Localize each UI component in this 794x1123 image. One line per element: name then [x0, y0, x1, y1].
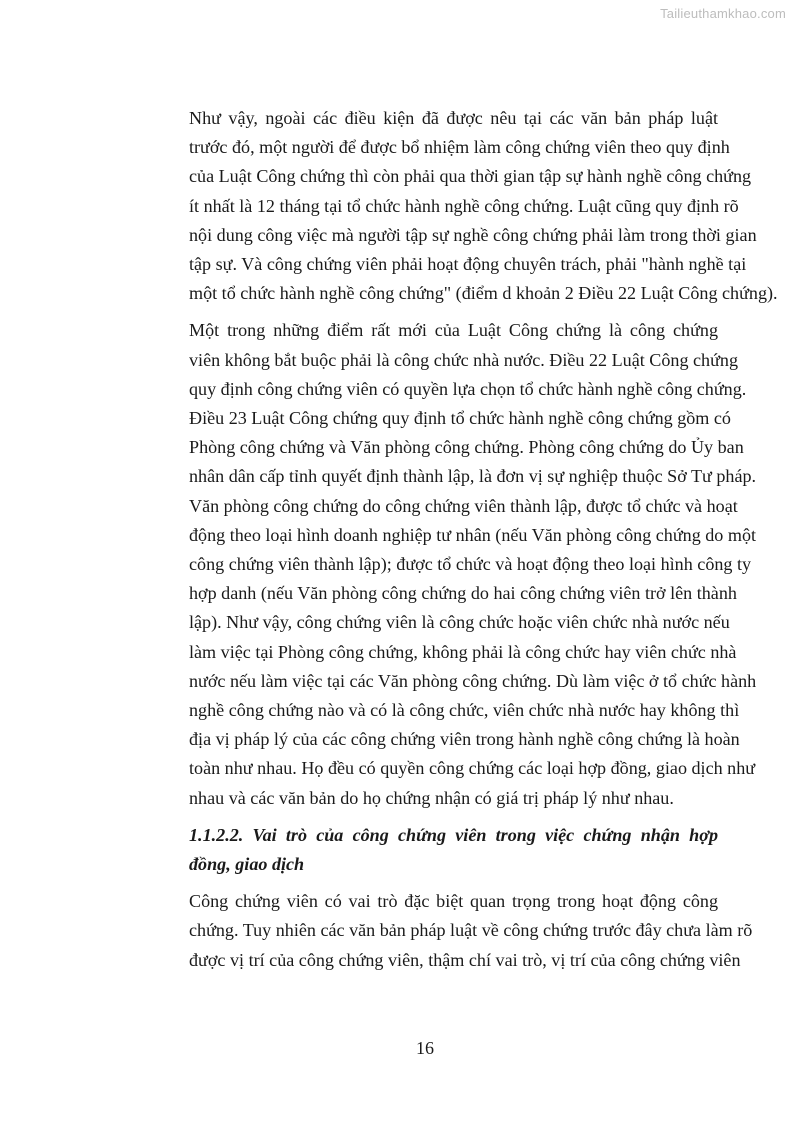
text-line: ít nhất là 12 tháng tại tổ chức hành nghề công chứng. Luật cũng quy định rõ — [189, 195, 739, 216]
text-line: nội dung công việc mà người tập sự nghề công chứng phải làm trong thời gian — [189, 224, 757, 245]
text-line: nhau và các văn bản do họ chứng nhận có giá trị pháp lý như nhau. — [189, 787, 674, 808]
text-line: lập). Như vậy, công chứng viên là công chức hoặc viên chức nhà nước nếu — [189, 612, 730, 633]
paragraph-notary-status — [132, 316, 757, 812]
text-line: của Luật Công chứng thì còn phải qua thời gian tập sự hành nghề công chứng — [189, 166, 752, 187]
paragraph-conditions — [132, 104, 778, 308]
heading-line: đồng, giao dịch — [189, 854, 305, 875]
text-line: Công chứng viên có vai trò đặc biệt quan trọng trong hoạt động công — [189, 891, 718, 912]
text-line: công chứng viên thành lập); được tổ chức và hoạt động theo loại hình công ty — [189, 554, 752, 575]
text-line: Một trong những điểm rất mới của Luật Công chứng là công chứng — [189, 320, 718, 341]
text-line: viên không bắt buộc phải là công chức nhà nước. Điều 22 Luật Công chứng — [189, 349, 738, 370]
text-line: Phòng công chứng và Văn phòng công chứng. Phòng công chứng do Ủy ban — [189, 437, 744, 458]
section-heading — [132, 821, 718, 879]
page-number: 16 — [416, 1038, 434, 1058]
text-line: trước đó, một người để được bổ nhiệm làm công chứng viên theo quy định — [189, 137, 730, 158]
text-line: hợp danh (nếu Văn phòng công chứng do hai công chứng viên trở lên thành — [189, 583, 737, 604]
text-line: làm việc tại Phòng công chứng, không phải là công chức hay viên chức nhà — [189, 641, 737, 662]
text-line: quy định công chứng viên có quyền lựa chọn tổ chức hành nghề công chứng. — [189, 378, 747, 399]
text-line: một tổ chức hành nghề công chứng" (điểm d khoản 2 Điều 22 Luật Công chứng). — [189, 283, 778, 304]
text-line: nước nếu làm việc tại các Văn phòng công chứng. Dù làm việc ở tổ chức hành — [189, 670, 757, 691]
watermark: Tailieuthamkhao.com — [660, 6, 786, 21]
text-line: động theo loại hình doanh nghiệp tư nhân (nếu Văn phòng công chứng do một — [189, 524, 757, 545]
text-line: nghề công chứng nào và có là công chức, viên chức nhà nước hay không thì — [189, 700, 740, 721]
text-line: toàn như nhau. Họ đều có quyền công chứng các loại hợp đồng, giao dịch như — [189, 758, 756, 779]
heading-line: 1.1.2.2. Vai trò của công chứng viên trong việc chứng nhận hợp — [189, 824, 718, 845]
text-line: Điều 23 Luật Công chứng quy định tổ chức hành nghề công chứng gồm có — [189, 408, 731, 429]
text-line: địa vị pháp lý của các công chứng viên trong hành nghề công chứng là hoàn — [189, 729, 740, 750]
text-line: Văn phòng công chứng do công chứng viên thành lập, được tổ chức và hoạt — [189, 495, 738, 516]
text-line: nhân dân cấp tỉnh quyết định thành lập, là đơn vị sự nghiệp thuộc Sở Tư pháp. — [189, 466, 757, 487]
document-body — [132, 104, 778, 975]
text-line: Như vậy, ngoài các điều kiện đã được nêu tại các văn bản pháp luật — [189, 108, 718, 128]
text-line: tập sự. Và công chứng viên phải hoạt động chuyên trách, phải "hành nghề tại — [189, 254, 747, 275]
paragraph-notary-role — [132, 887, 753, 975]
text-line: chứng. Tuy nhiên các văn bản pháp luật về công chứng trước đây chưa làm rõ — [189, 920, 753, 941]
text-line: được vị trí của công chứng viên, thậm chí vai trò, vị trí của công chứng viên — [189, 949, 741, 970]
